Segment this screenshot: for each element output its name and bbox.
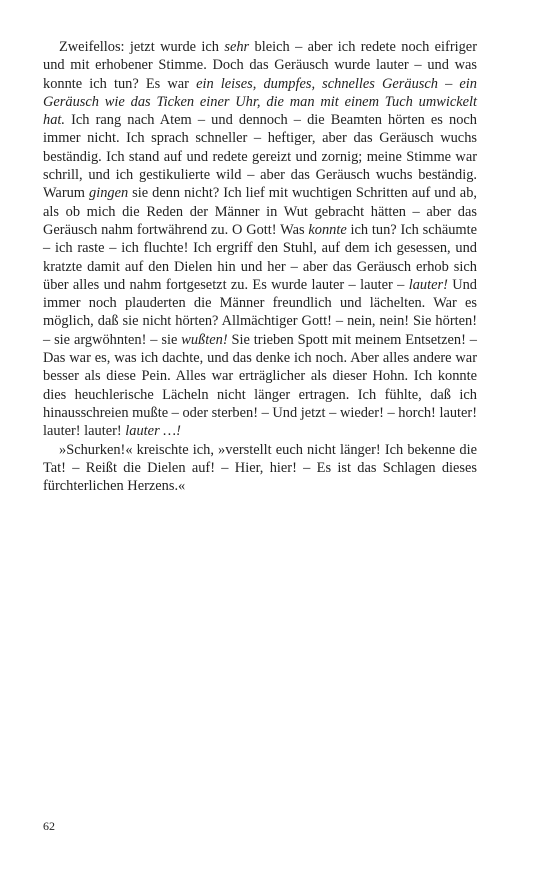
- italic-text: lauter …!: [125, 423, 181, 440]
- text-run: ich tun? Ich schäumte – ich raste – ich fluchte! Ich ergriff den Stuhl, auf dem ich gesessen, und kratzte damit auf den Dielen hin und her – aber das Geräusch erhob sich über alles und nahm fortgesetzt zu. Es wurde lauter – lauter –: [43, 221, 478, 293]
- italic-text: ein leises, dumpfes, schnelles Geräusch – ein Geräusch wie das Ticken einer Uhr, die man mit einem Tuch umwickelt hat.: [43, 75, 477, 129]
- italic-text: lauter!: [408, 276, 448, 293]
- text-run: bleich – aber ich redete noch eifriger und mit erhobener Stimme. Doch das Geräusch wurde lauter – und was konnte ich tun? Es war: [43, 39, 477, 92]
- paragraph: [43, 441, 477, 496]
- text-run: Und immer noch plauderten die Männer freundlich und lächelten. War es möglich, daß sie nicht hörten? Allmächtiger Gott! – nein, nein! Sie hörten! – sie argwöhnten! – sie: [43, 276, 477, 348]
- italic-text: gingen: [89, 185, 129, 202]
- page-number: 62: [43, 819, 55, 833]
- text-run: Zweifellos: jetzt wurde ich: [59, 39, 225, 55]
- italic-text: sehr: [224, 39, 250, 55]
- italic-text: konnte: [308, 221, 347, 238]
- text-run: Sie trieben Spott mit meinem Entsetzen! – Das war es, was ich dachte, und das denke ich noch. Aber alles andere war besser als diese Pein. Alles war erträglicher als dieser Hohn. Ich konnte dies heuchlerische Lächeln nicht länger ertragen. Ich fühlte, daß ich hinausschreien mußte – oder sterben! – Und jetzt – wieder! – horch! lauter! lauter! lauter!: [43, 331, 478, 440]
- text-run: »Schurken!« kreischte ich, »verstellt euch nicht länger! Ich bekenne die Tat! – Reißt die Dielen auf! – Hier, hier! – Es ist das Schlagen dieses fürchterlichen Herzens.«: [43, 441, 477, 495]
- text-run: sie denn nicht? Ich lief mit wuchtigen Schritten auf und ab, als ob mich die Reden der Männer in Wut gebracht hätten – aber das Geräusch nahm fortwährend zu. O Gott! Was: [43, 185, 477, 238]
- paragraph: [43, 38, 477, 441]
- italic-text: wußten!: [181, 331, 228, 348]
- text-run: Ich rang nach Atem – und dennoch – die Beamten hörten es noch immer nicht. Ich sprach schneller – heftiger, aber das Geräusch wuchs beständig. Ich stand auf und redete gereizt und zornig; meine Stimme war schrill, und ich gestikulierte wild – aber das Geräusch wuchs beständig. Warum: [43, 112, 477, 202]
- body-text: [43, 38, 477, 495]
